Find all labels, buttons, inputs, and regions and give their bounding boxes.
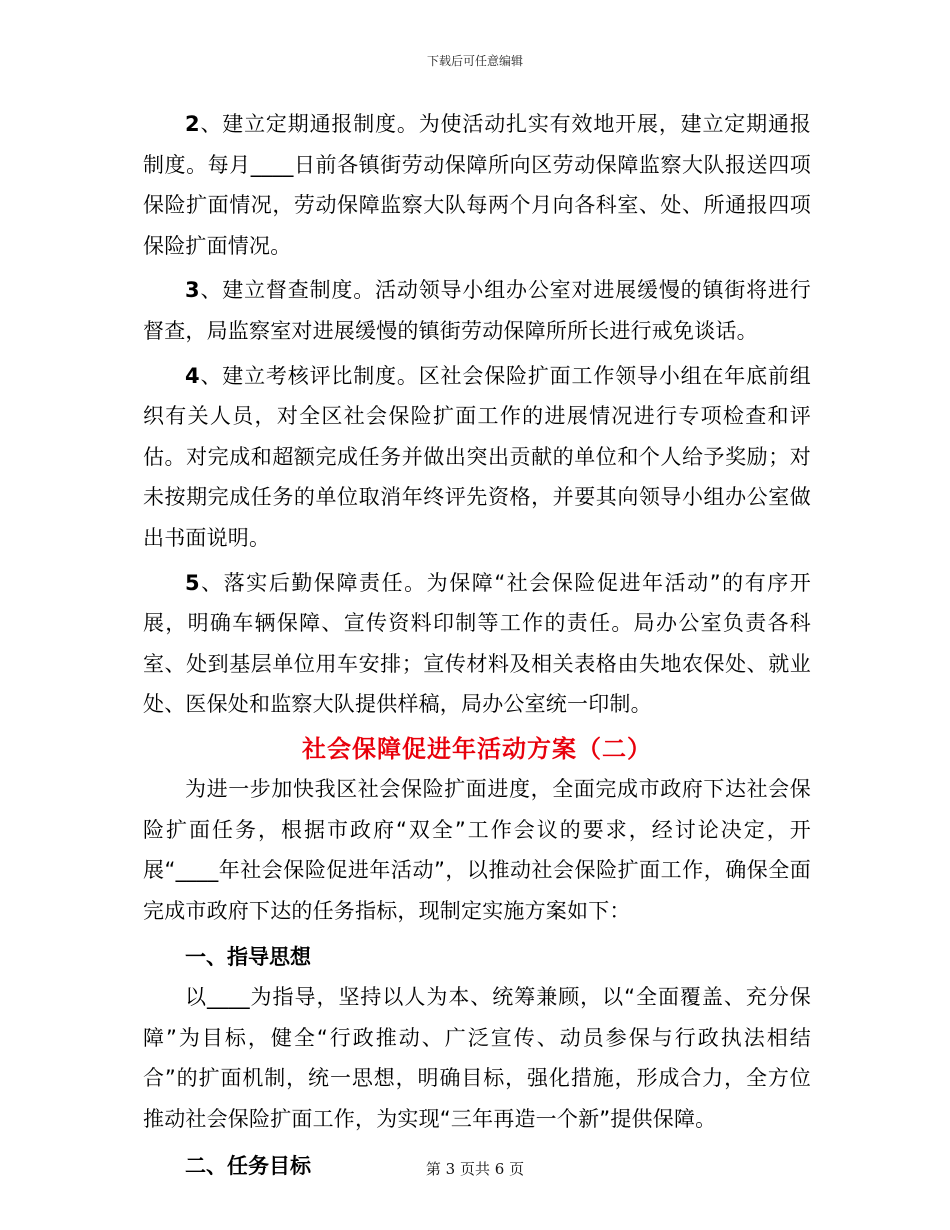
item-number: 2 — [185, 112, 200, 136]
item-text: 、落实后勤保障责任。为保障“社会保险促进年活动”的有序开展，明确车辆保障、宣传资料印制等工作的责任。局办公室负责各科室、处到基层单位用车安排；宣传材料及相关表格由失地农保处、就业处、医保处和监察大队提供样稿，局办公室统一印制。 — [143, 570, 811, 717]
paragraph-item-4 — [143, 356, 811, 559]
item-number: 4 — [185, 363, 200, 388]
intro-paragraph: 为进一步加快我区社会保险扩面进度，全面完成市政府下达社会保险扩面任务，根据市政府“双全”工作会议的要求，经讨论决定，开展“____年社会保险促进年活动”，以推动社会保险扩面工作，确保全面完成市政府下达的任务指标，现制定实施方案如下： — [143, 776, 811, 923]
paragraph-item-5 — [143, 563, 811, 725]
item-text: 、建立考核评比制度。区社会保险扩面工作领导小组在年底前组织有关人员，对全区社会保险扩面工作的进展情况进行专项检查和评估。对完成和超额完成任务并做出突出贡献的单位和个人给予奖励；对未按期完成任务的单位取消年终评先资格，并要其向领导小组办公室做出书面说明。 — [143, 363, 811, 550]
document-title: 社会保障促进年活动方案（二） — [302, 734, 652, 763]
paragraph-item-2 — [143, 104, 811, 266]
item-number: 5 — [185, 570, 200, 595]
item-text: 、建立督查制度。活动领导小组办公室对进展缓慢的镇街将进行督查，局监察室对进展缓慢的镇街劳动保障所所长进行戒免谈话。 — [143, 278, 811, 343]
item-number: 3 — [185, 278, 200, 303]
paragraph-item-3 — [143, 270, 811, 351]
page-header: 下载后可任意编辑 — [426, 54, 523, 68]
item-text: 、建立定期通报制度。为使活动扎实有效地开展，建立定期通报制度。每月____日前各镇街劳动保障所向区劳动保障监察大队报送四项保险扩面情况，劳动保障监察大队每两个月向各科室、处、所通报四项保险扩面情况。 — [143, 112, 811, 258]
section-heading-guiding-ideology: 一、指导思想 — [185, 945, 311, 970]
page-footer: 第 3 页共 6 页 — [425, 1160, 525, 1178]
guiding-ideology-paragraph: 以____为指导，坚持以人为本、统筹兼顾，以“全面覆盖、充分保障”为目标，健全“行政推动、广泛宣传、动员参保与行政执法相结合”的扩面机制，统一思想，明确目标，强化措施，形成合力，全方位推动社会保险扩面工作，为实现“三年再造一个新”提供保障。 — [143, 985, 811, 1132]
document-body — [143, 104, 811, 1186]
section-heading-task-goals: 二、任务目标 — [185, 1153, 311, 1178]
